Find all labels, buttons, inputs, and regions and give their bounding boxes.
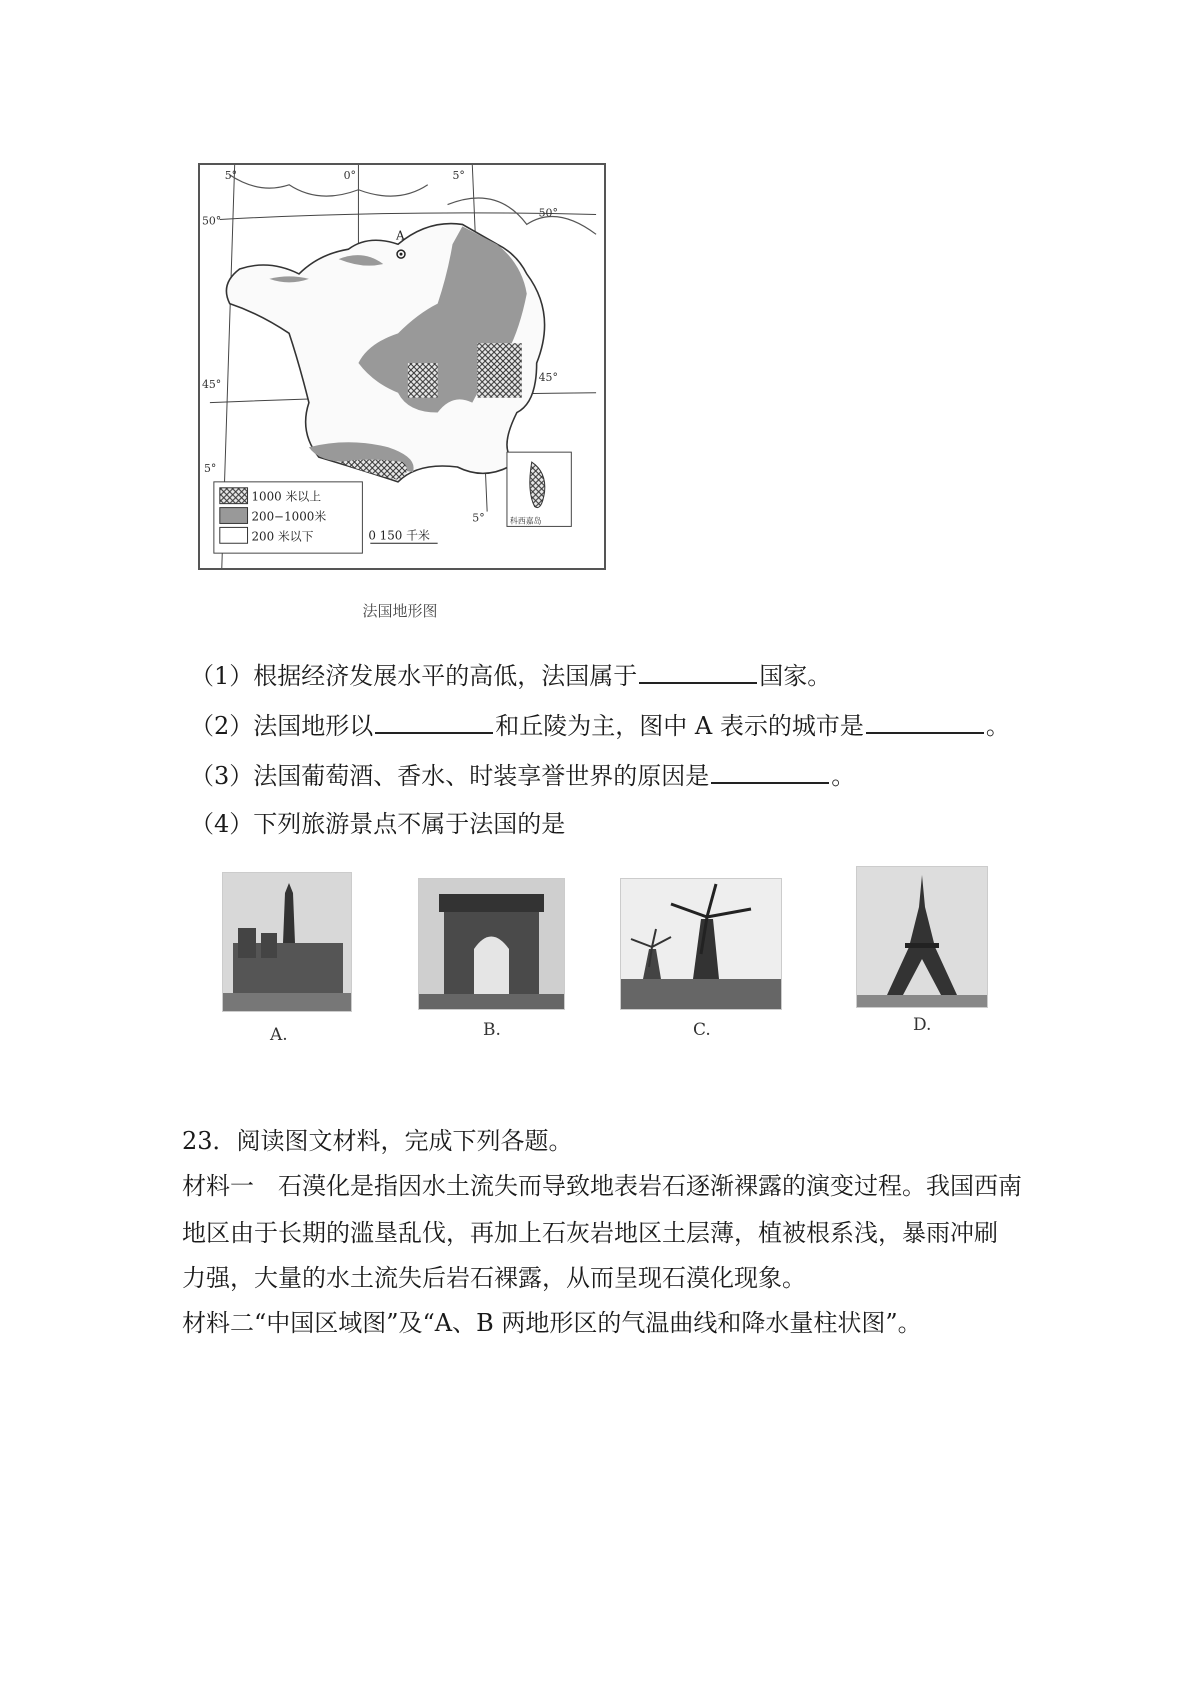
option-c-photo [620, 878, 782, 1010]
q23-title: 23．阅读图文材料，完成下列各题。 [182, 1127, 573, 1155]
material1-line-2: 地区由于长期的滥垦乱伐，再加上石灰岩地区土层薄，植被根系浅，暴雨冲刷 [182, 1219, 998, 1247]
svg-text:45°: 45° [201, 377, 222, 391]
svg-text:50°: 50° [538, 206, 558, 220]
svg-text:200−1000米: 200−1000米 [251, 509, 327, 524]
map-caption: 法国地形图 [362, 602, 438, 620]
svg-text:45°: 45° [538, 370, 558, 384]
question-4: （4）下列旅游景点不属于法国的是 [190, 810, 566, 838]
tower-photo [857, 867, 987, 1007]
france-topographic-map [198, 163, 606, 570]
question-2: （2）法国地形以 和丘陵为主，图中 A 表示的城市是 。 [190, 712, 1010, 740]
svg-text:5°: 5° [452, 168, 465, 182]
option-a-label: A. [270, 1025, 288, 1045]
svg-text:5°: 5° [224, 168, 238, 182]
material1-line-1: 材料一 石漠化是指因水土流失而导致地表岩石逐渐裸露的演变过程。我国西南 [182, 1172, 1022, 1200]
answer-blank[interactable] [711, 760, 829, 784]
svg-text:1000 米以上: 1000 米以上 [251, 489, 322, 504]
svg-text:5°: 5° [203, 461, 217, 475]
answer-blank[interactable] [639, 660, 757, 684]
option-b-label: B. [483, 1020, 501, 1040]
option-c-label: C. [693, 1020, 711, 1040]
option-d-label: D. [913, 1015, 932, 1035]
material1-line-3: 力强，大量的水土流失后岩石裸露，从而呈现石漠化现象。 [182, 1264, 806, 1292]
question-3: （3）法国葡萄酒、香水、时装享誉世界的原因是 。 [190, 762, 856, 790]
option-b-photo [418, 878, 565, 1010]
svg-text:5°: 5° [472, 511, 485, 525]
option-a-photo [222, 872, 352, 1012]
svg-text:0 150 千米: 0 150 千米 [368, 528, 430, 543]
option-d-photo [856, 866, 988, 1008]
cathedral-photo [223, 873, 351, 1011]
svg-text:50°: 50° [201, 214, 222, 228]
question-1: （1）根据经济发展水平的高低，法国属于 国家。 [190, 662, 832, 690]
windmill-photo [621, 879, 781, 1009]
city-a-label: A [396, 228, 405, 243]
svg-text:200 米以下: 200 米以下 [251, 529, 314, 544]
svg-text:科西嘉岛: 科西嘉岛 [509, 516, 542, 526]
answer-blank[interactable] [375, 710, 493, 734]
arch-photo [419, 879, 564, 1009]
answer-blank[interactable] [866, 710, 984, 734]
svg-text:0°: 0° [343, 168, 356, 182]
material2: 材料二“中国区域图”及“A、B 两地形区的气温曲线和降水量柱状图”。 [182, 1309, 922, 1337]
